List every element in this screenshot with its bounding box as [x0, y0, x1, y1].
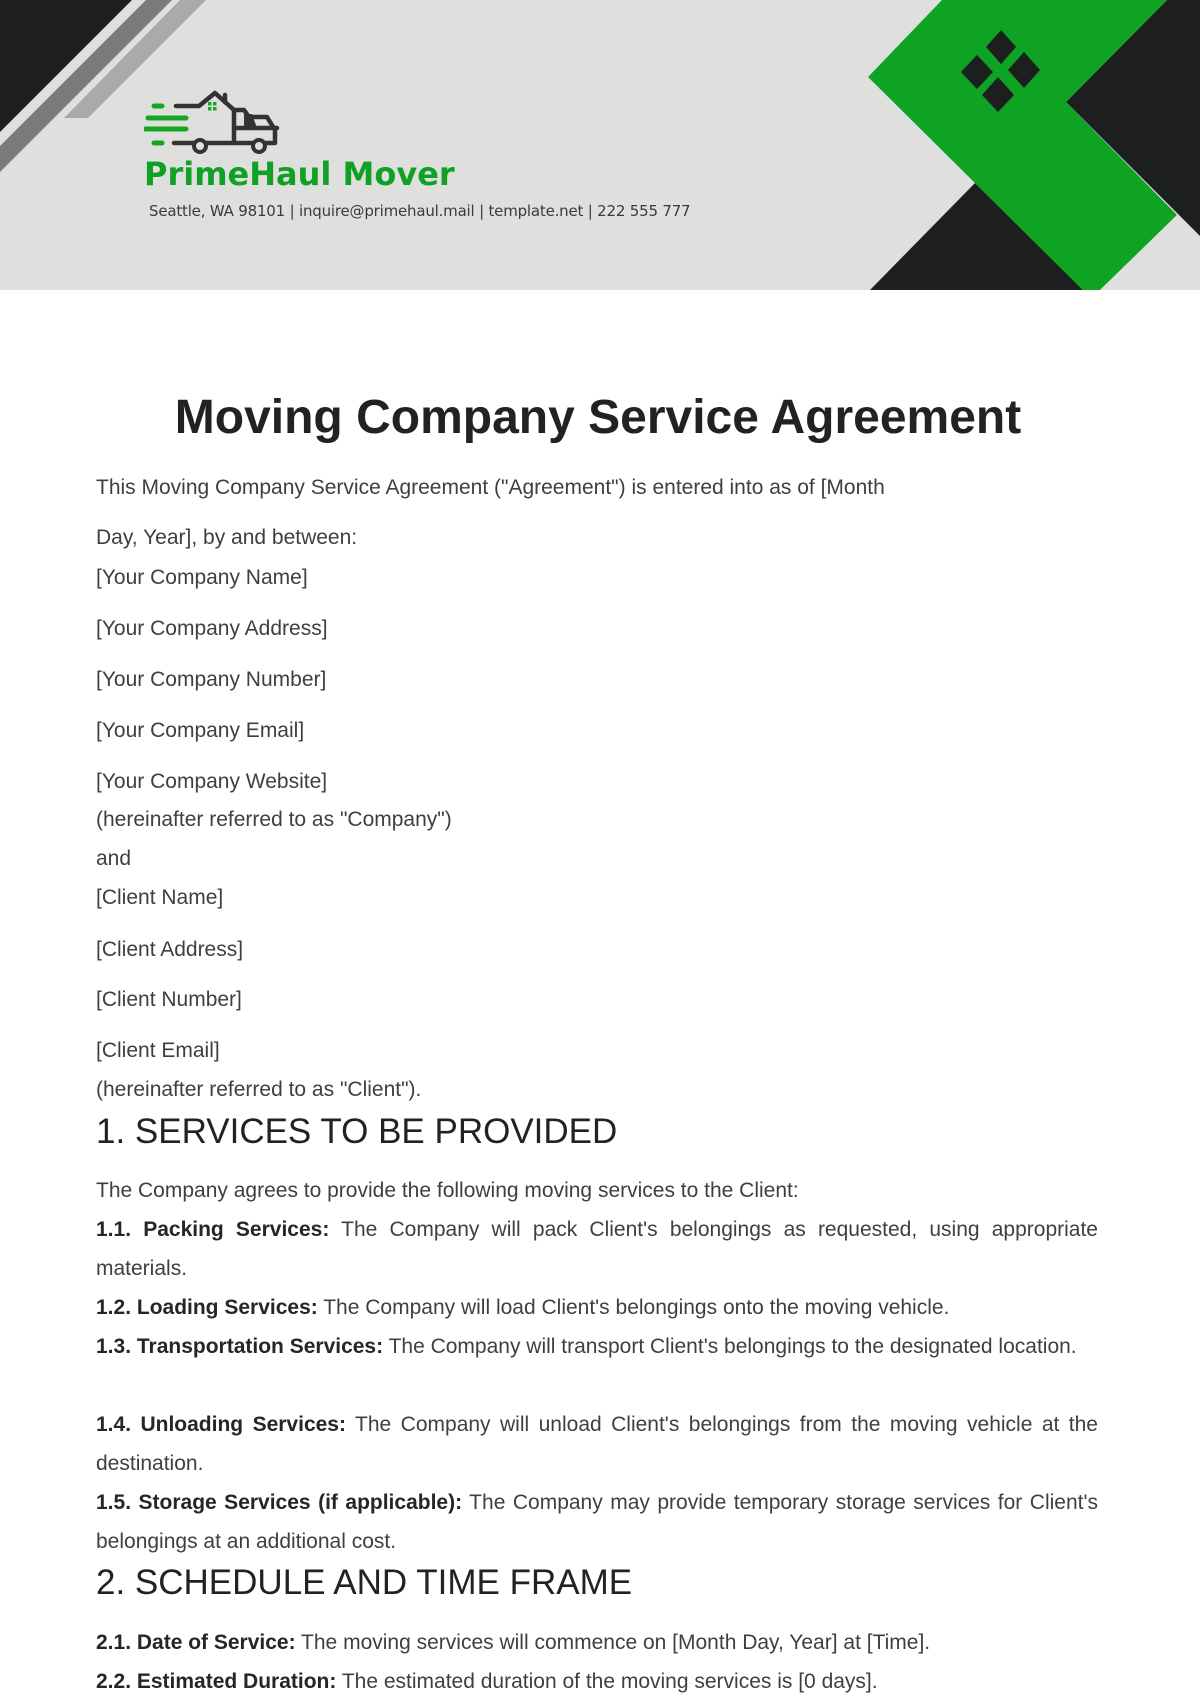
service-item-loading — [96, 1288, 1098, 1327]
item-text: The Company will load Client's belongings onto the moving vehicle. — [317, 1296, 950, 1319]
moving-truck-house-icon — [144, 88, 314, 158]
client-number-placeholder: [Client Number] — [96, 988, 242, 1011]
client-email-placeholder: [Client Email] — [96, 1039, 220, 1062]
service-item-transportation — [96, 1327, 1098, 1366]
service-item-packing — [96, 1210, 1098, 1288]
schedule-item-date — [96, 1623, 1098, 1662]
item-text: The Company will transport Client's belongings to the designated location. — [383, 1335, 1077, 1358]
left-black-triangle — [0, 0, 132, 132]
item-label: 1.5. Storage Services (if applicable): — [96, 1491, 463, 1514]
item-text: The Company will pack Client's belongings as requested, using appropriate materials. — [96, 1218, 1098, 1280]
item-text: The estimated duration of the moving services is [0 days]. — [336, 1670, 878, 1693]
item-text: The Company will unload Client's belongings from the moving vehicle at the destination. — [96, 1413, 1098, 1475]
client-name-placeholder: [Client Name] — [96, 886, 224, 909]
contact-line: Seattle, WA 98101 | inquire@primehaul.mail | template.net | 222 555 777 — [149, 202, 691, 220]
item-label: 1.2. Loading Services: — [96, 1296, 318, 1319]
intro-line-2: Day, Year], by and between: — [96, 526, 358, 549]
intro-line-1: This Moving Company Service Agreement ("Agreement") is entered into as of [Month — [96, 476, 885, 499]
company-name-placeholder: [Your Company Name] — [96, 566, 308, 589]
service-item-unloading — [96, 1405, 1098, 1483]
company-number-placeholder: [Your Company Number] — [96, 668, 327, 691]
company-email-placeholder: [Your Company Email] — [96, 719, 305, 742]
schedule-item-duration — [96, 1662, 1098, 1700]
and-text: and — [96, 847, 132, 870]
services-lead-text: The Company agrees to provide the following moving services to the Client: — [96, 1179, 799, 1202]
item-label: 1.3. Transportation Services: — [96, 1335, 384, 1358]
item-text: The Company may provide temporary storage services for Client's belongings at an additional cost. — [96, 1491, 1098, 1553]
item-label: 2.2. Estimated Duration: — [96, 1670, 337, 1693]
letterhead-header — [0, 0, 1200, 290]
page-title: Moving Company Service Agreement — [174, 391, 1022, 444]
company-website-placeholder: [Your Company Website] — [96, 770, 328, 793]
section-heading-schedule: 2. SCHEDULE AND TIME FRAME — [96, 1563, 633, 1602]
client-address-placeholder: [Client Address] — [96, 938, 244, 961]
section-heading-services: 1. SERVICES TO BE PROVIDED — [96, 1112, 618, 1151]
item-text: The moving services will commence on [Month Day, Year] at [Time]. — [295, 1631, 931, 1654]
company-referred-text: (hereinafter referred to as "Company") — [96, 808, 452, 831]
brand-name: PrimeHaul Mover — [144, 155, 455, 193]
client-referred-text: (hereinafter referred to as "Client"). — [96, 1078, 422, 1101]
service-item-storage — [96, 1483, 1098, 1561]
item-label: 1.4. Unloading Services: — [96, 1413, 346, 1436]
item-label: 1.1. Packing Services: — [96, 1218, 330, 1241]
item-label: 2.1. Date of Service: — [96, 1631, 296, 1654]
company-address-placeholder: [Your Company Address] — [96, 617, 328, 640]
